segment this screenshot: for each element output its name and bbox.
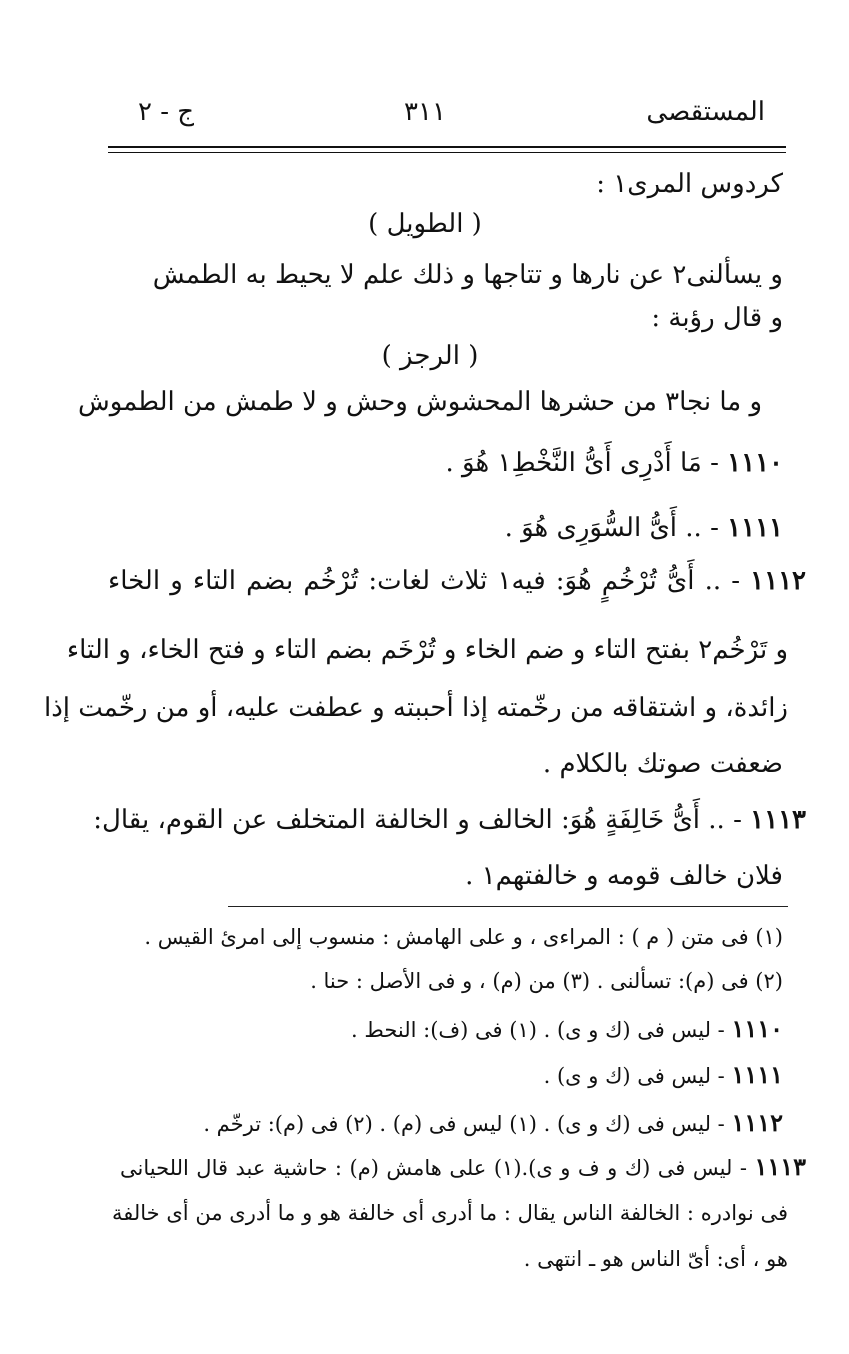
footnote: (١) فى متن ( م ) : المراءى ، و على الهامش : منسوب إلى امرئ القيس . xyxy=(144,925,783,949)
proverb-entry: ١١١٣ - .. أَىُّ خَالِفَةٍ هُوَ: الخالف و الخالفة المتخلف عن القوم، يقال: xyxy=(93,805,806,835)
proverb-entry: ١١١١ - .. أَىُّ السُّوَرِى هُوَ . xyxy=(504,513,783,543)
footnote-number: ١١١٢ xyxy=(731,1108,783,1137)
footnote-number: ١١١٣ xyxy=(754,1152,806,1181)
meter-label: ( الطويل ) xyxy=(368,209,482,239)
text-line: كردوس المرى١ : xyxy=(596,169,783,199)
verse-line: و ما نجا٣ من حشرها المحشوش وحش و لا طمش من الطموش xyxy=(78,387,762,417)
footnote-number: ١١١٠ xyxy=(731,1014,783,1043)
footnote: فى نوادره : الخالفة الناس يقال : ما أدرى أى خالفة هو و ما أدرى من أى خالفة xyxy=(112,1201,788,1225)
footnote-rule xyxy=(228,906,788,907)
header-rule-thick xyxy=(108,146,786,148)
text-line: فلان خالف قومه و خالفتهم١ . xyxy=(465,861,783,891)
proverb-entry: ١١١٢ - .. أَىُّ تُرْخُمٍ هُوَ: فيه١ ثلاث لغات: تُرْخُم بضم التاء و الخاء xyxy=(108,566,806,596)
entry-number: ١١١٣ xyxy=(750,805,806,835)
running-title: المستقصى xyxy=(646,97,765,127)
footnote: ١١١٢ - ليس فى (ك و ى) . (١) ليس فى (م) . (٢) فى (م): ترخّم . xyxy=(203,1108,783,1137)
header-rule-thin xyxy=(108,152,786,153)
text-line: زائدة، و اشتقاقه من رخّمته إذا أحببته و عطفت عليه، أو من رخّمت إذا xyxy=(43,693,788,723)
text-line: و قال رؤبة : xyxy=(651,303,783,333)
verse-line: و يسألنى٢ عن نارها و تتاجها و ذلك علم لا يحيط به الطمش xyxy=(152,260,783,290)
volume-label: ج - ٢ xyxy=(138,97,195,127)
footnote: (٢) فى (م): تسألنى . (٣) من (م) ، و فى الأصل : حنا . xyxy=(310,969,783,993)
text-line: ضعفت صوتك بالكلام . xyxy=(542,749,783,779)
entry-number: ١١١١ xyxy=(727,513,783,543)
text-line: و تَرْخُم٢ بفتح التاء و ضم الخاء و تُرْخَم بضم التاء و فتح الخاء، و التاء xyxy=(66,635,788,665)
entry-number: ١١١٠ xyxy=(727,448,783,478)
entry-number: ١١١٢ xyxy=(750,566,806,596)
footnote-number: ١١١١ xyxy=(731,1060,783,1089)
footnote: هو ، أى: أىّ الناس هو ـ انتهى . xyxy=(523,1247,788,1271)
footnote: ١١١١ - ليس فى (ك و ى) . xyxy=(543,1060,783,1089)
proverb-entry: ١١١٠ - مَا أَدْرِى أَىُّ النَّخْطِ١ هُوَ . xyxy=(445,448,783,478)
page-number: ٣١١ xyxy=(404,97,446,127)
footnote: ١١١٣ - ليس فى (ك و ف و ى).(١) على هامش (م) : حاشية عبد قال اللحيانى xyxy=(120,1152,806,1181)
footnote: ١١١٠ - ليس فى (ك و ى) . (١) فى (ف): النحط . xyxy=(351,1014,783,1043)
meter-label: ( الرجز ) xyxy=(381,341,479,371)
